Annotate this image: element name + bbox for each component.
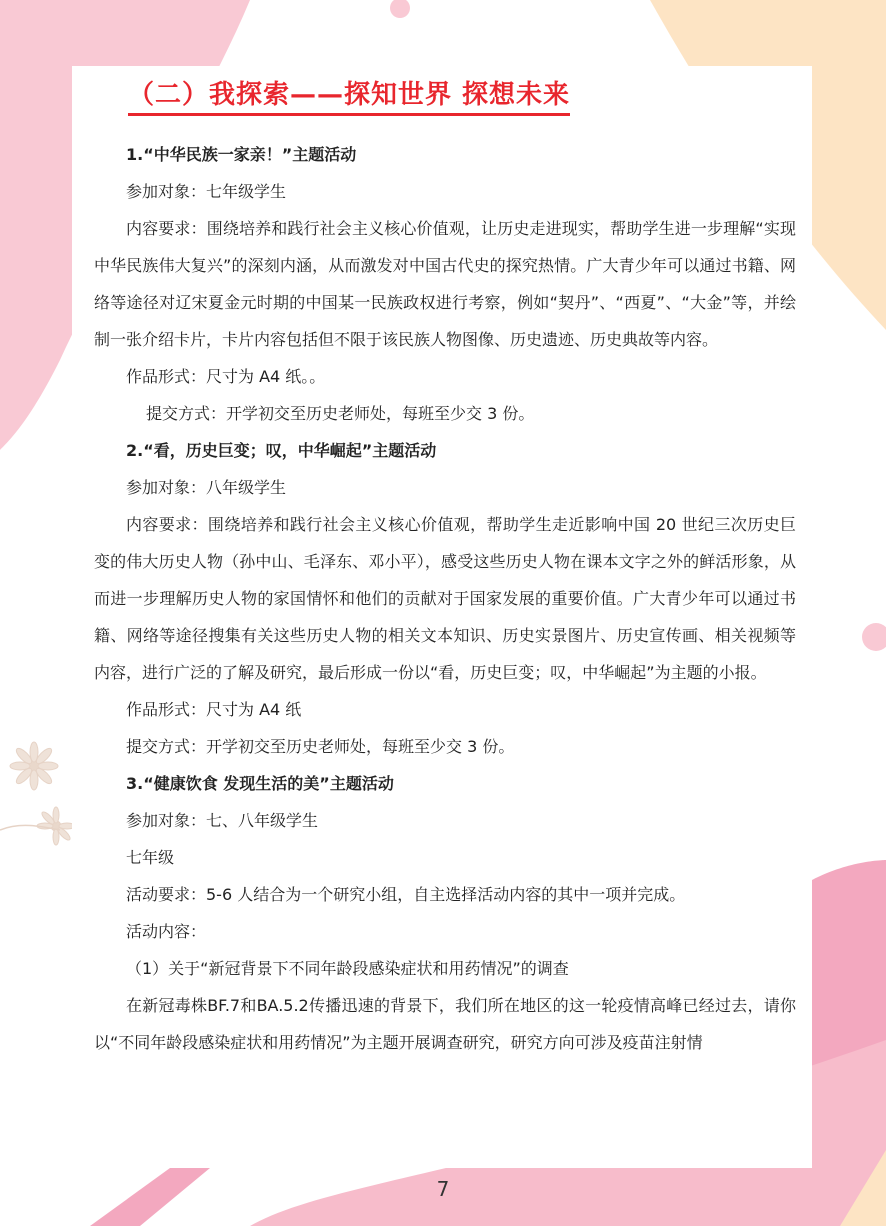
section-3-target: 参加对象：七、八年级学生: [126, 811, 319, 830]
section-2-heading: 2.“看，历史巨变；叹，中华崛起”主题活动: [126, 441, 437, 460]
section-2-submit: 提交方式：开学初交至历史老师处，每班至少交 3 份。: [126, 737, 515, 756]
section-1-format: 作品形式：尺寸为 A4 纸。。: [126, 367, 326, 386]
document-body: [94, 136, 796, 1061]
pink-dot-right: [862, 623, 886, 651]
section-3-requirement: 活动要求：5-6 人结合为一个研究小组，自主选择活动内容的其中一项并完成。: [126, 885, 686, 904]
section-2-target: 参加对象：八年级学生: [126, 478, 287, 497]
section-3-item-1-text: 在新冠毒株BF.7和BA.5.2传播迅速的背景下，我们所在地区的这一轮疫情高峰已经过去，请你以“不同年龄段感染症状和用药情况”为主题开展调查研究，研究方向可涉及疫苗注射情: [94, 996, 796, 1052]
flower-icon-small: [37, 807, 75, 845]
pink-dot-top: [390, 0, 410, 18]
section-1-submit: 提交方式：开学初交至历史老师处，每班至少交 3 份。: [146, 404, 535, 423]
pink-dot-top-2: [165, 10, 181, 26]
section-2-format: 作品形式：尺寸为 A4 纸: [126, 700, 302, 719]
content-card: [72, 66, 812, 1168]
section-1-heading: 1.“中华民族一家亲！”主题活动: [126, 145, 357, 164]
section-1-target: 参加对象：七年级学生: [126, 182, 287, 201]
section-3-grade: 七年级: [126, 848, 175, 867]
flower-icon-large: [10, 742, 58, 790]
section-3-content-label: 活动内容：: [126, 922, 207, 941]
page-number: 7: [436, 1177, 450, 1201]
section-1-content: 内容要求：围绕培养和践行社会主义核心价值观，让历史走进现实，帮助学生进一步理解“实现中华民族伟大复兴”的深刻内涵，从而激发对中国古代史的探究热情。广大青少年可以通过书籍、网络等途径对辽宋夏金元时期的中国某一民族政权进行考察，例如“契丹”、“西夏”、“大金”等，并绘制一张介绍卡片，卡片内容包括但不限于该民族人物图像、历史遗迹、历史典故等内容。: [94, 219, 796, 349]
section-3-item-1: （1）关于“新冠背景下不同年龄段感染症状和用药情况”的调查: [126, 959, 569, 978]
page-title: （二）我探索——探知世界 探想未来: [128, 78, 570, 116]
section-2-content: 内容要求：围绕培养和践行社会主义核心价值观，帮助学生走近影响中国 20 世纪三次历史巨变的伟大历史人物（孙中山、毛泽东、邓小平），感受这些历史人物在课本文字之外的鲜活形象，从而进一步理解历史人物的家国情怀和他们的贡献对于国家发展的重要价值。广大青少年可以通过书籍、网络等途径搜集有关这些历史人物的相关文本知识、历史实景图片、历史宣传画、相关视频等内容，进行广泛的了解及研究，最后形成一份以“看，历史巨变；叹，中华崛起”为主题的小报。: [94, 515, 796, 682]
section-3-heading: 3.“健康饮食 发现生活的美”主题活动: [126, 774, 394, 793]
